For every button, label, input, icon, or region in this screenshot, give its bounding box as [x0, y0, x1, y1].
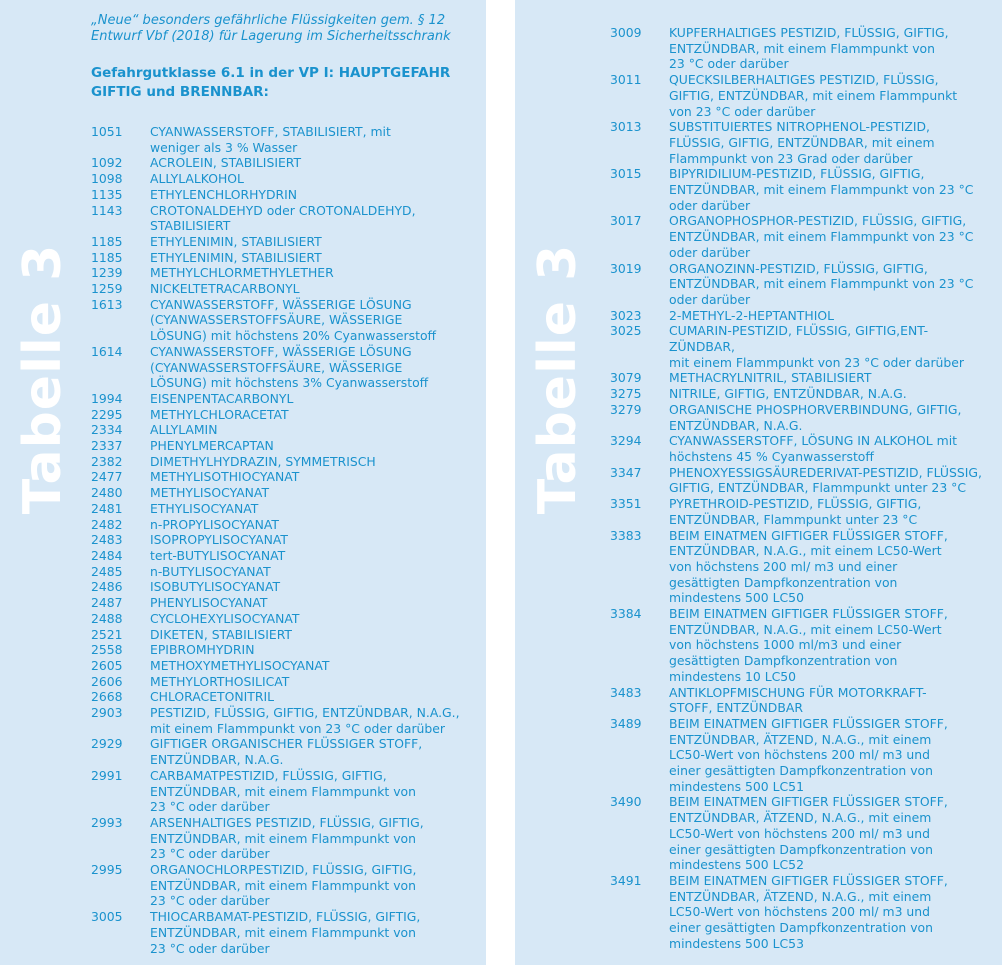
substance-name: ACROLEIN, STABILISIERT [150, 155, 302, 171]
list-item [91, 391, 476, 407]
substance-name: EISENPENTACARBONYL [150, 390, 294, 406]
left-content [91, 13, 476, 956]
substance-name: CHLORACETONITRIL [150, 689, 275, 705]
un-number: 3009 [610, 25, 642, 40]
list-item [91, 736, 476, 767]
list-item [610, 685, 990, 716]
substance-name: SUBSTITUIERTES NITROPHENOL-PESTIZID, FLÜSSIG, GIFTIG, ENTZÜNDBAR, mit einem Flammpunkt von 23 Grad oder darüber [669, 119, 935, 166]
list-item [610, 496, 990, 527]
list-item [91, 438, 476, 454]
substance-name: ISOPROPYLISOCYANAT [150, 532, 288, 548]
un-number: 3490 [610, 794, 642, 810]
substance-name: n-PROPYLISOCYANAT [150, 516, 279, 532]
substance-name: ARSENHALTIGES PESTIZID, FLÜSSIG, GIFTIG, ENTZÜNDBAR, mit einem Flammpunkt von 23 °C oder darüber [150, 814, 424, 862]
un-number: 1092 [91, 155, 123, 171]
list-item [91, 297, 476, 344]
substance-name: n-BUTYLISOCYANAT [150, 563, 271, 579]
un-number: 2668 [91, 689, 123, 705]
substance-name: ORGANOCHLORPESTIZID, FLÜSSIG, GIFTIG, ENTZÜNDBAR, mit einem Flammpunkt von 23 °C oder darüber [150, 862, 417, 909]
list-item [610, 308, 990, 324]
list-item [91, 250, 476, 266]
substance-name: BEIM EINATMEN GIFTIGER FLÜSSIGER STOFF, ENTZÜNDBAR, ÄTZEND, N.A.G., mit einem LC50-Wert von höchstens 200 ml/ m3 und einer gesättigten Dampfkonzentration von mindestens 500 LC51 [669, 715, 948, 794]
right-panel [515, 0, 1002, 965]
un-number: 2486 [91, 579, 123, 595]
right-content [610, 25, 990, 951]
list-item [610, 465, 990, 496]
un-number: 2480 [91, 485, 123, 501]
substance-name: METHOXYMETHYLISOCYANAT [150, 657, 330, 673]
substance-name: NITRILE, GIFTIG, ENTZÜNDBAR, N.A.G. [669, 386, 907, 402]
un-number: 2991 [91, 767, 123, 783]
list-item [91, 171, 476, 187]
list-item [610, 873, 990, 952]
un-number: 3491 [610, 872, 642, 888]
un-number: 1185 [91, 233, 123, 249]
list-item [91, 485, 476, 501]
un-number: 2605 [91, 657, 123, 673]
list-item [91, 705, 476, 736]
un-number: 3023 [610, 307, 642, 323]
un-number: 2521 [91, 626, 123, 642]
substance-name: DIKETEN, STABILISIERT [150, 626, 292, 642]
un-number: 2382 [91, 453, 123, 469]
list-item [91, 501, 476, 517]
list-item [91, 642, 476, 658]
un-number: 2481 [91, 500, 123, 516]
substance-name: PHENYLISOCYANAT [150, 595, 268, 611]
substance-name: PYRETHROID-PESTIZID, FLÜSSIG, GIFTIG, ENTZÜNDBAR, Flammpunkt unter 23 °C [669, 496, 922, 527]
list-item [610, 25, 990, 72]
substance-name: tert-BUTYLISOCYANAT [150, 547, 286, 563]
un-number: 2484 [91, 547, 123, 563]
list-item [91, 674, 476, 690]
list-item [91, 611, 476, 627]
list-item [610, 402, 990, 433]
list-item [610, 166, 990, 213]
un-number: 3017 [610, 213, 642, 229]
list-item [91, 187, 476, 203]
list-item [91, 564, 476, 580]
substance-name: CYANWASSERSTOFF, WÄSSERIGE LÖSUNG (CYANWASSERSTOFFSÄURE, WÄSSERIGE LÖSUNG) mit höchstens 3% Cyanwasserstoff [150, 343, 429, 391]
substance-name: KUPFERHALTIGES PESTIZID, FLÜSSIG, GIFTIG, ENTZÜNDBAR, mit einem Flammpunkt von 23 °C oder darüber [669, 25, 949, 72]
un-number: 2903 [91, 705, 123, 721]
list-item [91, 234, 476, 250]
substance-name: ETHYLENIMIN, STABILISIERT [150, 249, 322, 265]
substance-name: METHYLISOCYANAT [150, 485, 270, 501]
list-item [91, 469, 476, 485]
list-item [91, 532, 476, 548]
un-number: 3011 [610, 72, 642, 88]
un-number: 2477 [91, 469, 123, 485]
list-item [91, 579, 476, 595]
un-number: 3019 [610, 260, 642, 276]
substance-name: CYCLOHEXYLISOCYANAT [150, 610, 300, 626]
substance-name: ETHYLISOCYANAT [150, 500, 259, 516]
substance-name: ETHYLENIMIN, STABILISIERT [150, 233, 322, 249]
substance-name: CYANWASSERSTOFF, STABILISIERT, mit weniger als 3 % Wasser [150, 124, 391, 155]
list-item [610, 606, 990, 685]
substance-name: DIMETHYLHYDRAZIN, SYMMETRISCH [150, 453, 376, 469]
substance-name: METHYLCHLORACETAT [150, 406, 289, 422]
list-item [91, 454, 476, 470]
un-number: 3005 [91, 909, 123, 925]
left-entry-list [91, 124, 476, 956]
list-item [91, 203, 476, 234]
list-item [91, 658, 476, 674]
list-item [610, 213, 990, 260]
un-number: 3079 [610, 370, 642, 386]
un-number: 3483 [610, 684, 642, 700]
section-heading: Gefahrgutklasse 6.1 in der VP I: HAUPTGEFAHR GIFTIG und BRENNBAR: [91, 65, 451, 100]
substance-name: METHACRYLNITRIL, STABILISIERT [669, 370, 872, 386]
substance-name: BEIM EINATMEN GIFTIGER FLÜSSIGER STOFF, ENTZÜNDBAR, N.A.G., mit einem LC50-Wert von höchstens 200 ml/ m3 und einer gesättigten Dampfkonzentration von mindestens 500 LC50 [669, 527, 948, 606]
un-number: 2334 [91, 422, 123, 438]
list-item [91, 155, 476, 171]
substance-name: CROTONALDEHYD oder CROTONALDEHYD, STABILISIERT [150, 202, 416, 234]
substance-name: BEIM EINATMEN GIFTIGER FLÜSSIGER STOFF, ENTZÜNDBAR, ÄTZEND, N.A.G., mit einem LC50-Wert von höchstens 200 ml/ m3 und einer gesättigten Dampfkonzentration von mindestens 500 LC53 [669, 872, 948, 951]
substance-name: PESTIZID, FLÜSSIG, GIFTIG, ENTZÜNDBAR, N.A.G., mit einem Flammpunkt von 23 °C oder darüber [150, 705, 460, 736]
list-item [91, 815, 476, 862]
right-entry-list [610, 25, 990, 951]
substance-name: QUECKSILBERHALTIGES PESTIZID, FLÜSSIG, GIFTIG, ENTZÜNDBAR, mit einem Flammpunkt von 23 °C oder darüber [669, 72, 958, 119]
substance-name: CUMARIN-PESTIZID, FLÜSSIG, GIFTIG,ENT- ZÜNDBAR, mit einem Flammpunkt von 23 °C oder darüber [669, 323, 964, 370]
un-number: 1259 [91, 281, 123, 297]
un-number: 1135 [91, 186, 123, 202]
list-item [610, 716, 990, 795]
substance-name: ORGANOPHOSPHOR-PESTIZID, FLÜSSIG, GIFTIG, ENTZÜNDBAR, mit einem Flammpunkt von 23 °C oder darüber [669, 213, 974, 260]
substance-name: ALLYLALKOHOL [150, 171, 244, 187]
side-label-left: Tabelle 3 [13, 243, 73, 515]
un-number: 2487 [91, 595, 123, 611]
substance-name: ORGANOZINN-PESTIZID, FLÜSSIG, GIFTIG, ENTZÜNDBAR, mit einem Flammpunkt von 23 °C oder darüber [669, 260, 974, 307]
list-item [91, 124, 476, 155]
list-item [610, 433, 990, 464]
list-item [610, 386, 990, 402]
list-item [610, 72, 990, 119]
substance-name: NICKELTETRACARBONYL [150, 281, 300, 297]
substance-name: ALLYLAMIN [150, 422, 218, 438]
un-number: 1239 [91, 265, 123, 281]
un-number: 2993 [91, 814, 123, 830]
list-item [91, 281, 476, 297]
substance-name: METHYLORTHOSILICAT [150, 673, 290, 689]
list-item [91, 689, 476, 705]
substance-name: CARBAMATPESTIZID, FLÜSSIG, GIFTIG, ENTZÜNDBAR, mit einem Flammpunkt von 23 °C oder darüber [150, 767, 416, 815]
un-number: 3383 [610, 527, 642, 543]
un-number: 2482 [91, 516, 123, 532]
un-number: 3013 [610, 119, 642, 135]
un-number: 1143 [91, 202, 123, 218]
substance-name: BIPYRIDILIUM-PESTIZID, FLÜSSIG, GIFTIG, ENTZÜNDBAR, mit einem Flammpunkt von 23 °C oder darüber [669, 166, 974, 213]
substance-name: CYANWASSERSTOFF, WÄSSERIGE LÖSUNG (CYANWASSERSTOFFSÄURE, WÄSSERIGE LÖSUNG) mit höchstens 20% Cyanwasserstoff [150, 296, 437, 344]
un-number: 2295 [91, 406, 123, 422]
substance-name: ANTIKLOPFMISCHUNG FÜR MOTORKRAFT- STOFF, ENTZÜNDBAR [669, 684, 927, 716]
list-item [91, 909, 476, 956]
list-item [610, 528, 990, 607]
un-number: 3347 [610, 464, 642, 480]
left-panel [0, 0, 486, 965]
list-item [91, 517, 476, 533]
substance-name: BEIM EINATMEN GIFTIGER FLÜSSIGER STOFF, ENTZÜNDBAR, ÄTZEND, N.A.G., mit einem LC50-Wert von höchstens 200 ml/ m3 und einer gesättigten Dampfkonzentration von mindestens 500 LC52 [669, 794, 948, 873]
substance-name: PHENYLMERCAPTAN [150, 438, 274, 454]
substance-name: METHYLISOTHIOCYANAT [150, 469, 300, 485]
list-item [610, 370, 990, 386]
un-number: 1613 [91, 296, 123, 312]
un-number: 3015 [610, 166, 642, 182]
un-number: 2485 [91, 563, 123, 579]
list-item [91, 548, 476, 564]
substance-name: 2-METHYL-2-HEPTANTHIOL [669, 307, 835, 323]
substance-name: THIOCARBAMAT-PESTIZID, FLÜSSIG, GIFTIG, ENTZÜNDBAR, mit einem Flammpunkt von 23 °C oder darüber [150, 909, 421, 956]
un-number: 1051 [91, 124, 123, 139]
list-item [91, 627, 476, 643]
substance-name: METHYLCHLORMETHYLETHER [150, 265, 334, 281]
substance-name: BEIM EINATMEN GIFTIGER FLÜSSIGER STOFF, ENTZÜNDBAR, N.A.G., mit einem LC50-Wert von höchstens 1000 ml/m3 und einer gesättigten Dampfkonzentration von mindestens 10 LC50 [669, 606, 948, 684]
un-number: 1994 [91, 390, 123, 406]
un-number: 2606 [91, 673, 123, 689]
list-item [610, 323, 990, 370]
un-number: 2337 [91, 438, 123, 454]
substance-name: EPIBROMHYDRIN [150, 642, 255, 658]
un-number: 3025 [610, 323, 642, 339]
substance-name: ETHYLENCHLORHYDRIN [150, 186, 298, 202]
un-number: 1098 [91, 171, 123, 187]
list-item [91, 768, 476, 815]
un-number: 2488 [91, 610, 123, 626]
list-item [91, 862, 476, 909]
un-number: 2995 [91, 862, 123, 878]
list-item [610, 794, 990, 873]
side-label-right: Tabelle 3 [528, 243, 588, 515]
substance-name: CYANWASSERSTOFF, LÖSUNG IN ALKOHOL mit höchstens 45 % Cyanwasserstoff [669, 433, 958, 464]
list-item [610, 119, 990, 166]
list-item [91, 595, 476, 611]
substance-name: GIFTIGER ORGANISCHER FLÜSSIGER STOFF, ENTZÜNDBAR, N.A.G. [150, 736, 423, 768]
un-number: 3275 [610, 386, 642, 402]
un-number: 1614 [91, 343, 123, 359]
list-item [91, 265, 476, 281]
substance-name: PHENOXYESSIGSÄUREDERIVAT-PESTIZID, FLÜSSIG, GIFTIG, ENTZÜNDBAR, Flammpunkt unter 23 °C [669, 464, 982, 496]
list-item [91, 407, 476, 423]
un-number: 3384 [610, 606, 642, 622]
intro-text: „Neue“ besonders gefährliche Flüssigkeiten gem. § 12 Entwurf Vbf (2018) für Lagerung im Sicherheitsschrank [91, 13, 451, 44]
un-number: 1185 [91, 249, 123, 265]
un-number: 3351 [610, 496, 642, 512]
un-number: 2558 [91, 642, 123, 658]
un-number: 3279 [610, 401, 642, 417]
un-number: 2929 [91, 736, 123, 752]
list-item [610, 261, 990, 308]
un-number: 2483 [91, 532, 123, 548]
un-number: 3294 [610, 433, 642, 449]
substance-name: ORGANISCHE PHOSPHORVERBINDUNG, GIFTIG, ENTZÜNDBAR, N.A.G. [669, 401, 962, 433]
list-item [91, 422, 476, 438]
un-number: 3489 [610, 715, 642, 731]
substance-name: ISOBUTYLISOCYANAT [150, 579, 281, 595]
list-item [91, 344, 476, 391]
